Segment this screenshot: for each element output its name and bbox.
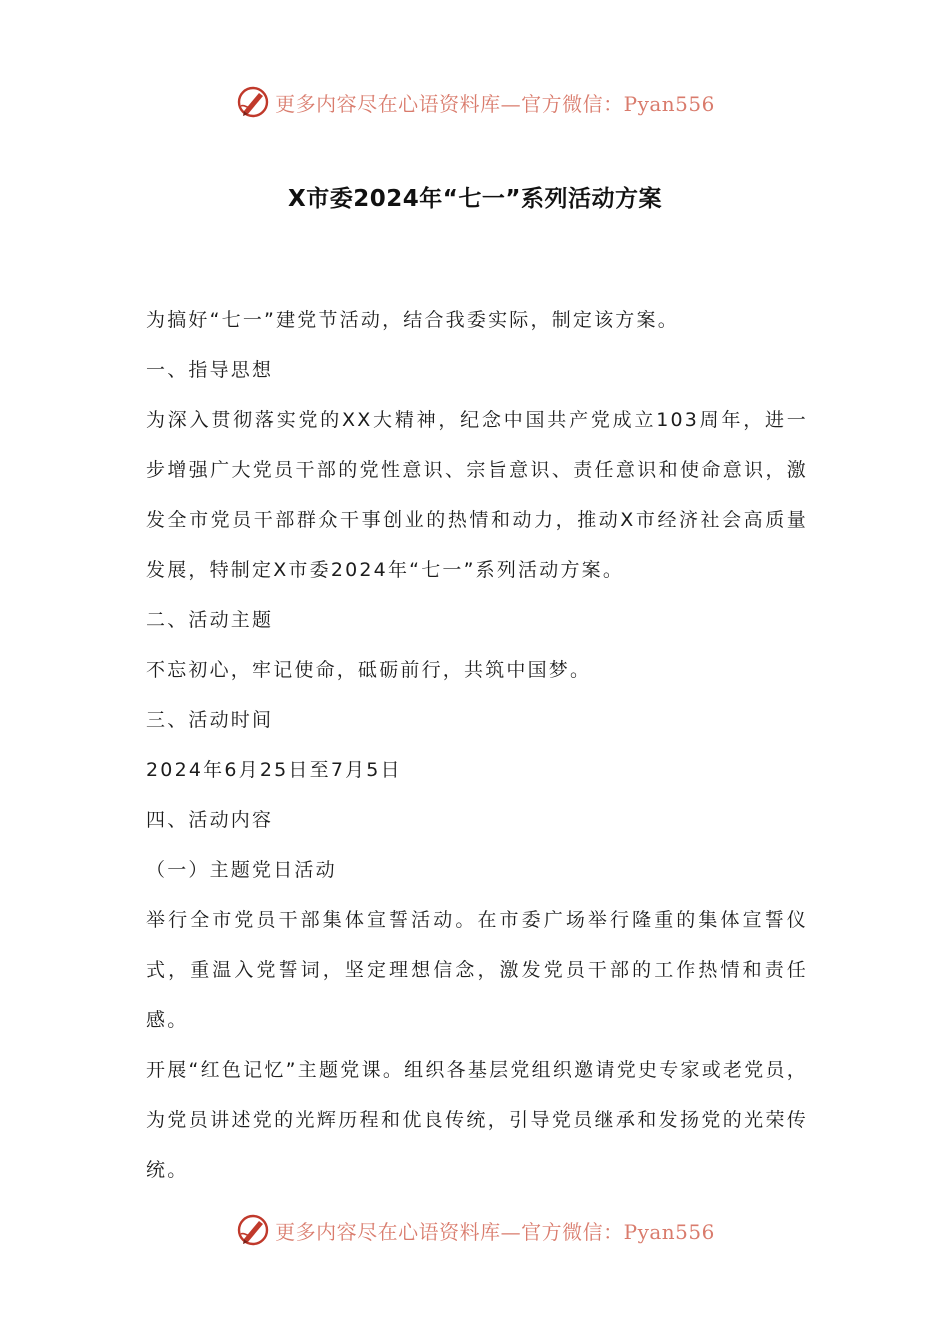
body-paragraph: 为深入贯彻落实党的XX大精神，纪念中国共产党成立103周年，进一步增强广大党员干部的党性意识、宗旨意识、责任意识和使命意识，激发全市党员干部群众干事创业的热情和动力，推动X市经济社会高质量发展，特制定X市委2024年“七一”系列活动方案。 [146,409,808,581]
section-heading: 四、活动内容 [146,809,274,831]
header-banner [0,82,950,122]
pen-logo-icon [235,1212,271,1248]
section-heading: 二、活动主题 [146,609,274,631]
section-heading: 一、指导思想 [146,359,274,381]
section-heading: 三、活动时间 [146,709,274,731]
body-paragraph: 2024年6月25日至7月5日 [146,759,402,781]
body-paragraph: 开展“红色记忆”主题党课。组织各基层党组织邀请党史专家或老党员，为党员讲述党的光辉历程和优良传统，引导党员继承和发扬党的光荣传统。 [146,1059,808,1181]
body-paragraph: 举行全市党员干部集体宣誓活动。在市委广场举行隆重的集体宣誓仪式，重温入党誓词，坚定理想信念，激发党员干部的工作热情和责任感。 [146,909,808,1031]
subsection-heading: （一）主题党日活动 [146,859,337,881]
body-paragraph: 不忘初心，牢记使命，砥砺前行，共筑中国梦。 [146,659,592,681]
intro-paragraph: 为搞好“七一”建党节活动，结合我委实际，制定该方案。 [146,309,679,331]
footer-banner [0,1210,950,1250]
banner-text: 更多内容尽在心语资料库—官方微信：Pyan556 [275,1219,715,1244]
pen-logo-icon [235,84,271,120]
banner-text: 更多内容尽在心语资料库—官方微信：Pyan556 [275,91,715,116]
document-title: X市委2024年“七一”系列活动方案 [288,186,662,212]
document-body [146,295,808,1195]
